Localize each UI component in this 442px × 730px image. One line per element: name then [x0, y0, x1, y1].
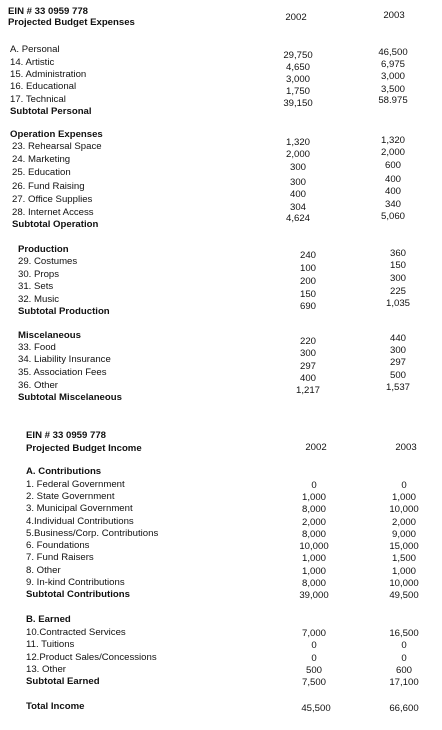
income-row-label: 8. Other: [26, 565, 61, 576]
subtotal-production-2003: 1,035: [385, 298, 410, 309]
income-row-2002: 0: [311, 640, 317, 651]
expense-row-label: 14. Artistic: [10, 57, 55, 68]
expense-row-2002: 3,000: [285, 74, 310, 85]
expenses-ein: EIN # 33 0959 778: [8, 6, 89, 17]
subtotal-earned-label: Subtotal Earned: [26, 676, 100, 687]
subtotal-earned-2002: 7,500: [301, 677, 326, 688]
miscelaneous-header: Miscelaneous: [18, 330, 81, 341]
income-row-2003: 0: [401, 653, 407, 664]
expense-row-2002: 400: [299, 373, 316, 384]
subtotal-personal-label: Subtotal Personal: [10, 106, 92, 117]
expense-row-2002: 1,750: [285, 86, 310, 97]
income-title: Projected Budget Income: [26, 443, 142, 454]
income-row-label: 12.Product Sales/Concessions: [26, 652, 157, 663]
income-row-2002: 8,000: [301, 578, 326, 589]
expense-row-2003: 500: [389, 370, 406, 381]
income-row-label: 5.Business/Corp. Contributions: [26, 528, 159, 539]
expense-row-2002: 39,150: [283, 98, 313, 109]
income-row-label: 3. Municipal Government: [26, 503, 133, 514]
income-row-2003: 1,000: [391, 566, 416, 577]
subtotal-production-2002: 690: [299, 301, 316, 312]
expense-row-2003: 297: [389, 357, 406, 368]
subtotal-earned-2003: 17,100: [389, 677, 419, 688]
expense-row-label: 34. Liability Insurance: [18, 354, 111, 365]
expense-row-2003: 2,000: [380, 147, 405, 158]
subtotal-operation-2002: 4,624: [285, 213, 310, 224]
income-row-label: 9. In-kind Contributions: [26, 577, 125, 588]
income-row-2003: 1,500: [391, 553, 416, 564]
expense-row-2002: 220: [299, 336, 316, 347]
subtotal-miscelaneous-2003: 1,537: [385, 382, 410, 393]
expense-row-2002: 300: [289, 162, 306, 173]
expense-row-2003: 440: [389, 333, 406, 344]
expense-row-label: 25. Education: [12, 167, 71, 178]
expense-row-2003: 3,000: [380, 71, 405, 82]
income-row-label: 7. Fund Raisers: [26, 552, 94, 563]
expense-row-2002: 150: [299, 289, 316, 300]
income-row-2003: 16,500: [389, 628, 419, 639]
income-row-label: 6. Foundations: [26, 540, 90, 551]
operation-header: Operation Expenses: [10, 129, 103, 140]
expense-row-2003: 225: [389, 286, 406, 297]
subtotal-contributions-2002: 39,000: [299, 590, 329, 601]
income-row-2002: 1,000: [301, 492, 326, 503]
expense-row-2002: 304: [289, 202, 306, 213]
income-row-2003: 600: [395, 665, 412, 676]
expense-row-2003: 300: [389, 273, 406, 284]
income-row-2003: 0: [401, 640, 407, 651]
expense-row-label: 30. Props: [18, 269, 60, 280]
income-row-2003: 1,000: [391, 492, 416, 503]
income-row-label: 2. State Government: [26, 491, 115, 502]
expense-row-2002: 1,320: [285, 137, 310, 148]
subtotal-miscelaneous-label: Subtotal Miscelaneous: [18, 392, 122, 403]
expense-row-2002: 240: [299, 250, 316, 261]
expense-row-2002: 300: [299, 348, 316, 359]
expense-row-label: 15. Administration: [10, 69, 87, 80]
expense-row-2003: 6,975: [380, 59, 405, 70]
expense-row-2002: 400: [289, 189, 306, 200]
income-row-label: 10.Contracted Services: [26, 627, 126, 638]
income-row-2003: 9,000: [391, 529, 416, 540]
personal-header-2002: 29,750: [283, 50, 313, 61]
expense-row-2002: 4,650: [285, 62, 310, 73]
subtotal-contributions-label: Subtotal Contributions: [26, 589, 130, 600]
expense-row-label: 27. Office Supplies: [12, 194, 93, 205]
expenses-title: Projected Budget Expenses: [8, 17, 135, 28]
expense-row-2003: 600: [384, 160, 401, 171]
expense-row-label: 33. Food: [18, 342, 56, 353]
expense-row-label: 17. Technical: [10, 94, 66, 105]
income-row-2003: 15,000: [389, 541, 419, 552]
expense-row-2003: 150: [389, 260, 406, 271]
income-row-2002: 2,000: [301, 517, 326, 528]
income-row-2002: 1,000: [301, 566, 326, 577]
total-income-label: Total Income: [26, 701, 85, 712]
subtotal-production-label: Subtotal Production: [18, 306, 110, 317]
income-row-2003: 2,000: [391, 517, 416, 528]
expense-row-2003: 1,320: [380, 135, 405, 146]
total-income-2002: 45,500: [301, 703, 331, 714]
expense-row-2002: 297: [299, 361, 316, 372]
expense-row-2002: 100: [299, 263, 316, 274]
income-row-2002: 8,000: [301, 529, 326, 540]
income-row-label: 1. Federal Government: [26, 479, 125, 490]
subtotal-operation-label: Subtotal Operation: [12, 219, 99, 230]
personal-header: A. Personal: [10, 44, 60, 55]
expense-row-2003: 300: [389, 345, 406, 356]
expense-row-2002: 300: [289, 177, 306, 188]
expense-row-2003: 360: [389, 248, 406, 259]
personal-header-2003: 46,500: [378, 47, 408, 58]
expense-row-label: 36. Other: [18, 380, 58, 391]
income-row-2002: 10,000: [299, 541, 329, 552]
expense-row-label: 29. Costumes: [18, 256, 78, 267]
income-year-2002: 2002: [305, 442, 327, 453]
income-row-2003: 0: [401, 480, 407, 491]
expense-row-label: 16. Educational: [10, 81, 77, 92]
income-row-2002: 0: [311, 653, 317, 664]
income-year-2003: 2003: [395, 442, 417, 453]
subtotal-contributions-2003: 49,500: [389, 590, 419, 601]
expenses-year-2002: 2002: [285, 12, 307, 23]
income-row-2002: 0: [311, 480, 317, 491]
expense-row-2003: 340: [384, 199, 401, 210]
expense-row-2003: 400: [384, 186, 401, 197]
expense-row-label: 23. Rehearsal Space: [12, 141, 102, 152]
expense-row-label: 31. Sets: [18, 281, 54, 292]
income-row-2003: 10,000: [389, 578, 419, 589]
earned-header: B. Earned: [26, 614, 71, 625]
contributions-header: A. Contributions: [26, 466, 102, 477]
production-header: Production: [18, 244, 69, 255]
income-row-label: 4.Individual Contributions: [26, 516, 134, 527]
expense-row-2002: 2,000: [285, 149, 310, 160]
expense-row-label: 28. Internet Access: [12, 207, 94, 218]
income-row-2002: 1,000: [301, 553, 326, 564]
income-row-2003: 10,000: [389, 504, 419, 515]
income-row-label: 11. Tuitions: [26, 639, 75, 650]
subtotal-miscelaneous-2002: 1,217: [295, 385, 320, 396]
income-row-label: 13. Other: [26, 664, 66, 675]
subtotal-operation-2003: 5,060: [380, 211, 405, 222]
expense-row-label: 24. Marketing: [12, 154, 71, 165]
expense-row-label: 32. Music: [18, 294, 60, 305]
expense-row-2003: 58.975: [378, 95, 408, 106]
income-ein: EIN # 33 0959 778: [26, 430, 107, 441]
income-row-2002: 500: [305, 665, 322, 676]
expense-row-2002: 200: [299, 276, 316, 287]
income-row-2002: 7,000: [301, 628, 326, 639]
total-income-2003: 66,600: [389, 703, 419, 714]
income-row-2002: 8,000: [301, 504, 326, 515]
expense-row-label: 26. Fund Raising: [12, 181, 85, 192]
expense-row-2003: 400: [384, 174, 401, 185]
expense-row-2003: 3,500: [380, 84, 405, 95]
expense-row-label: 35. Association Fees: [18, 367, 107, 378]
expenses-year-2003: 2003: [383, 10, 405, 21]
